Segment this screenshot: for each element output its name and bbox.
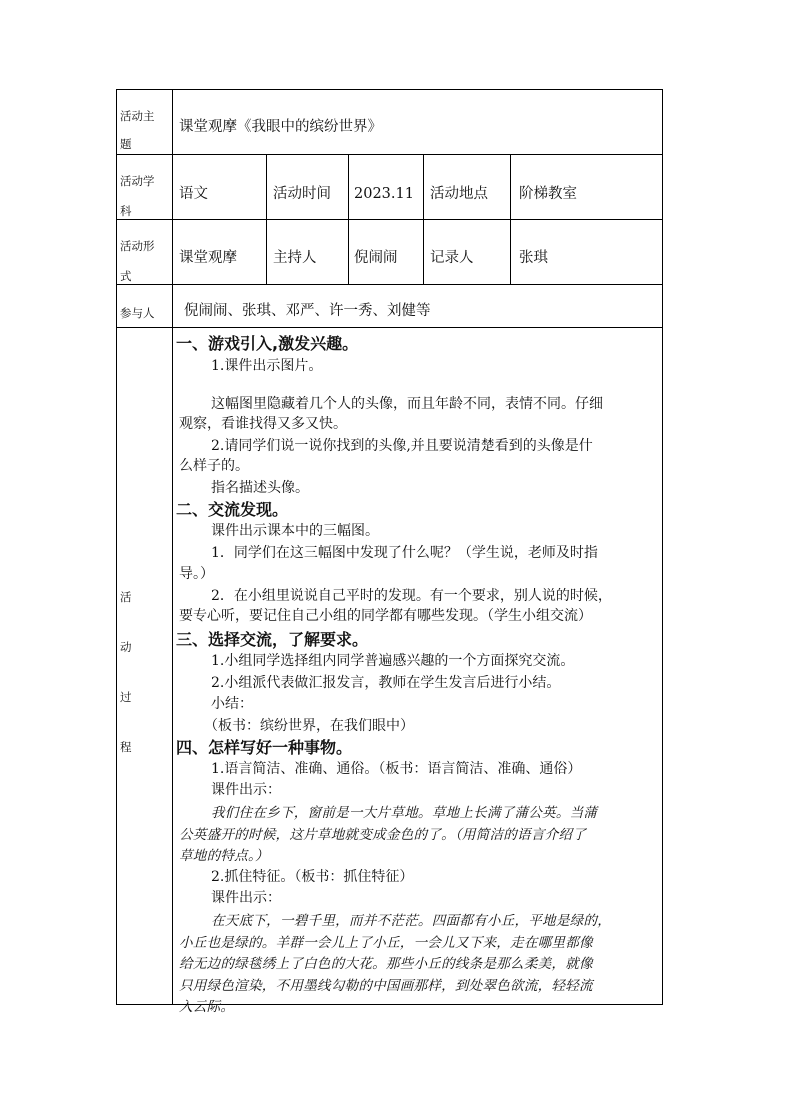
section-2-title: 二、交流发现。 [176,500,289,519]
paragraph-line: 课件出示课本中的三幅图。 [211,523,379,539]
time-value: 2023.11 [354,186,414,202]
host-label: 主持人 [273,250,317,266]
paragraph-line: 这幅图里隐藏着几个人的头像，而且年龄不同，表情不同。仔细 [211,396,603,412]
section-4-title: 四、怎样写好一种事物。 [176,738,353,757]
column-divider [348,154,349,284]
example-text-line: 我们住在乡下，窗前是一大片草地。草地上长满了蒲公英。当蒲 [211,805,598,821]
section-3-title: 三、选择交流，了解要求。 [176,630,369,649]
subject-value: 语文 [179,186,208,202]
paragraph-line: 导。） [179,566,214,582]
process-label-char: 程 [120,740,132,754]
process-label-char: 动 [120,640,132,654]
paragraph-line: 1.语言简洁、准确、通俗。（板书：语言简洁、准确、通俗） [211,761,582,777]
paragraph-line: 2.小组派代表做汇报发言，教师在学生发言后进行小结。 [211,675,561,691]
paragraph-line: 2．在小组里说说自己平时的发现。有一个要求，别人说的时候， [211,588,612,604]
column-divider [510,154,511,284]
paragraph-line: 1．同学们在这三幅图中发现了什么呢？（学生说，老师及时指 [211,545,598,561]
paragraph-line: 课件出示： [211,782,281,798]
paragraph-line: 要专心听，要记住自己小组的同学都有哪些发现。（学生小组交流） [179,608,592,624]
example-text-line: 小丘也是绿的。羊群一会儿上了小丘，一会儿又下来，走在哪里都像 [179,935,593,951]
example-text-line: 公英盛开的时候，这片草地就变成金色的了。（用简洁的语言介绍了 [179,827,587,843]
topic-value: 课堂观摩《我眼中的缤纷世界》 [179,119,382,135]
example-text-line: 入云际。 [179,999,235,1015]
row-divider [116,327,663,328]
example-text-line: 给无边的绿毯绣上了白色的大花。那些小丘的线条是那么柔美，就像 [179,956,593,972]
activity-record-table [116,89,663,1015]
column-divider [423,154,424,284]
paragraph-line: 小结： [211,696,253,712]
table-border-left [116,89,117,1005]
process-label-char: 活 [120,590,132,604]
example-text-line: 只用绿色渲染，不用墨线勾勒的中国画那样，到处翠色欲流，轻轻流 [179,978,593,994]
row-divider [116,219,663,220]
form-value: 课堂观摩 [179,250,237,266]
subject-label-line2: 科 [120,204,132,218]
recorder-label: 记录人 [430,250,474,266]
participants-label: 参与人 [120,306,155,320]
paragraph-line: 2.抓住特征。（板书：抓住特征） [211,869,414,885]
topic-label-line2: 题 [120,137,132,151]
participants-value: 倪闹闹、张琪、邓严、许一秀、刘健等 [184,303,431,319]
table-border-top [116,89,663,90]
time-label: 活动时间 [273,186,331,202]
host-value: 倪闹闹 [354,250,398,266]
place-label: 活动地点 [430,186,488,202]
column-divider [266,154,267,284]
paragraph-line: 么样子的。 [179,458,249,474]
paragraph-line: 1.小组同学选择组内同学普遍感兴趣的一个方面探究交流。 [211,653,575,669]
form-label-line2: 式 [120,269,132,283]
recorder-value: 张琪 [519,250,548,266]
example-text-line: 草地的特点。） [179,848,269,864]
paragraph-line: 1.课件出示图片。 [211,358,323,374]
paragraph-line: 观察，看谁找得又多又快。 [179,416,347,432]
label-column-divider [172,89,173,1005]
paragraph-line: 2.请同学们说一说你找到的头像,并且要说清楚看到的头像是什 [211,438,593,454]
place-value: 阶梯教室 [519,186,577,202]
subject-label-line1: 活动学 [120,174,155,188]
paragraph-line: （板书：缤纷世界，在我们眼中） [204,718,414,734]
paragraph-line: 指名描述头像。 [211,480,309,496]
form-label-line1: 活动形 [120,239,155,253]
section-1-title: 一、游戏引入,激发兴趣。 [176,334,359,353]
table-border-right [662,89,663,1005]
row-divider [116,154,663,155]
row-divider [116,284,663,285]
paragraph-line: 课件出示： [211,890,281,906]
topic-label-line1: 活动主 [120,109,155,123]
process-label-char: 过 [120,690,132,704]
example-text-line: 在天底下，一碧千里，而并不茫茫。四面都有小丘，平地是绿的， [211,913,612,929]
